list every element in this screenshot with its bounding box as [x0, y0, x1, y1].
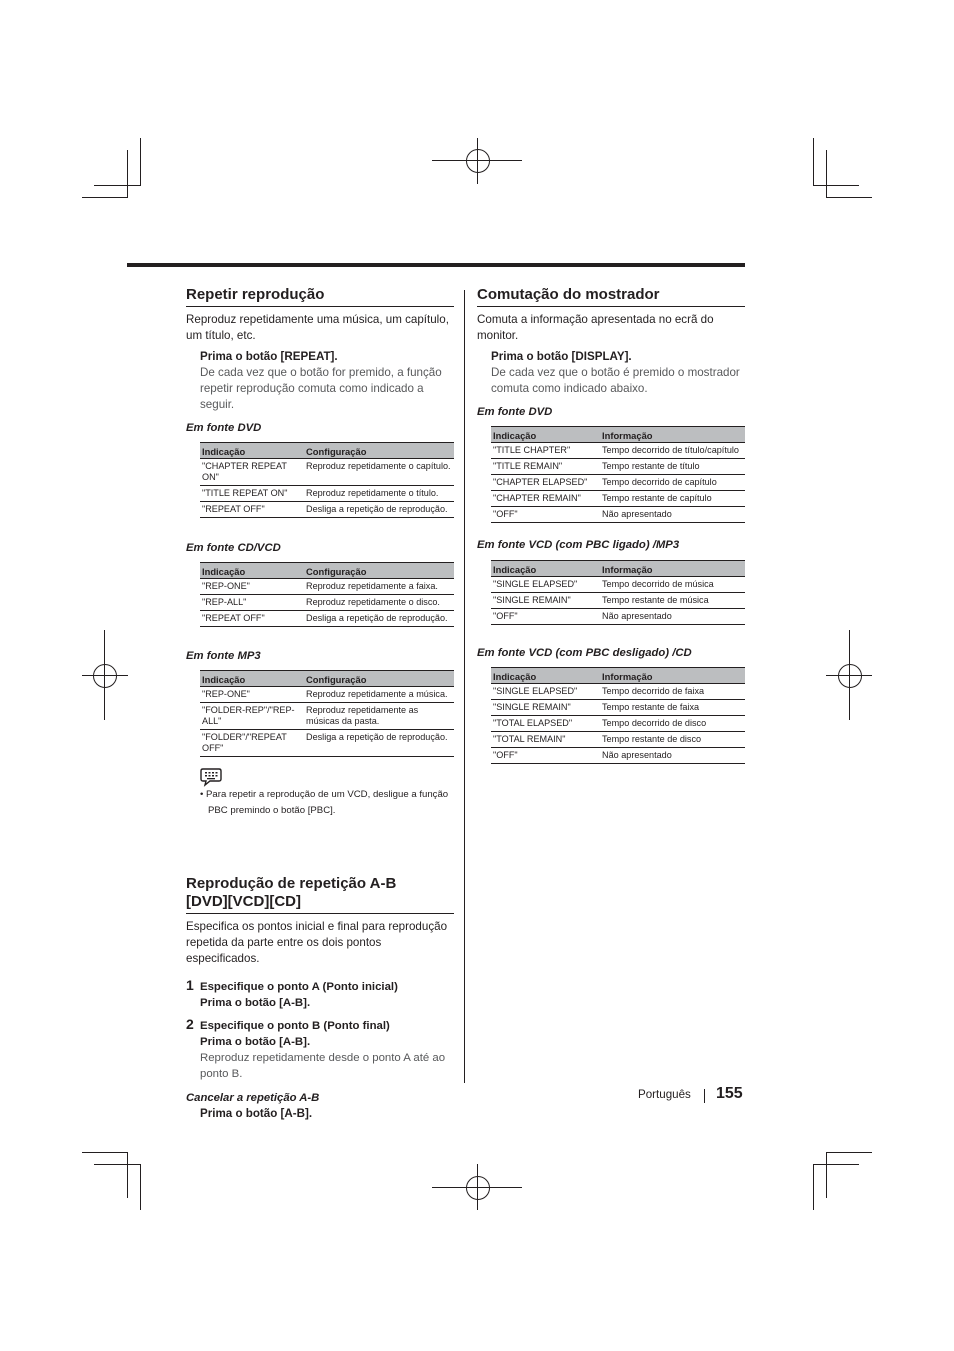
- table-row: [200, 687, 454, 703]
- table-cell: Reproduz repetidamente o título.: [304, 486, 454, 502]
- table-cell: Não apresentado: [600, 748, 745, 764]
- table-cell: "REPEAT OFF": [200, 611, 304, 627]
- table-cell: "FOLDER-REP"/"REP-ALL": [200, 703, 304, 730]
- repeat-intro: Reproduz repetidamente uma música, um capítulo, um título, etc.: [186, 313, 449, 342]
- step-2: [186, 1018, 454, 1082]
- col-header: Informação: [600, 668, 745, 684]
- table-row: [491, 609, 745, 625]
- step-press: Prima o botão [A-B].: [200, 1036, 311, 1048]
- table-cell: "TITLE REPEAT ON": [200, 486, 304, 502]
- repeat-title: Repetir reprodução: [186, 286, 454, 307]
- right-column: [477, 286, 745, 764]
- repeat-mp3-table: [200, 670, 454, 757]
- step-1: [186, 979, 454, 1011]
- table-cell: "REP-ONE": [200, 687, 304, 703]
- step-press: Prima o botão [A-B].: [200, 997, 311, 1009]
- display-desc: De cada vez que o botão é premido o mostrador comuta como indicado abaixo.: [491, 366, 740, 395]
- table-cell: Desliga a repetição de reprodução.: [304, 611, 454, 627]
- repeat-desc: De cada vez que o botão for premido, a função repetir reprodução comuta como indicado a seguir.: [200, 366, 442, 411]
- repeat-press: Prima o botão [REPEAT].: [200, 350, 338, 363]
- col-header: Indicação: [200, 443, 304, 459]
- table-row: [491, 748, 745, 764]
- display-title: Comutação do mostrador: [477, 286, 745, 307]
- table-cell: Tempo decorrido de música: [600, 577, 745, 593]
- step-title: Especifique o ponto A (Ponto inicial): [200, 981, 398, 993]
- table-row: [200, 703, 454, 730]
- col-header: Indicação: [491, 668, 600, 684]
- table-cell: "CHAPTER ELAPSED": [491, 475, 600, 491]
- repeat-cdvcd-table: [200, 562, 454, 627]
- repeat-mp3-label: Em fonte MP3: [186, 650, 261, 662]
- page-number: 155: [716, 1085, 743, 1102]
- repeat-cdvcd-label: Em fonte CD/VCD: [186, 542, 281, 554]
- table-row: [491, 507, 745, 523]
- table-cell: Desliga a repetição de reprodução.: [304, 730, 454, 757]
- table-cell: "TOTAL REMAIN": [491, 732, 600, 748]
- table-cell: Reproduz repetidamente a música.: [304, 687, 454, 703]
- table-cell: Tempo restante de faixa: [600, 700, 745, 716]
- table-cell: Reproduz repetidamente a faixa.: [304, 579, 454, 595]
- step-desc: Reproduz repetidamente desde o ponto A até ao ponto B.: [200, 1052, 446, 1080]
- table-cell: Tempo decorrido de título/capítulo: [600, 443, 745, 459]
- table-row: [200, 579, 454, 595]
- display-intro: Comuta a informação apresentada no ecrã do monitor.: [477, 313, 714, 342]
- repeat-dvd-label: Em fonte DVD: [186, 422, 262, 434]
- display-dvd-label: Em fonte DVD: [477, 406, 553, 418]
- table-cell: "SINGLE REMAIN": [491, 593, 600, 609]
- step-title: Especifique o ponto B (Ponto final): [200, 1020, 390, 1032]
- col-header: Informação: [600, 561, 745, 577]
- table-row: [200, 486, 454, 502]
- note-body: Para repetir a reprodução de um VCD, desligue a função PBC premindo o botão [PBC].: [206, 789, 449, 816]
- table-row: [491, 716, 745, 732]
- table-row: [200, 595, 454, 611]
- note-icon: [200, 767, 220, 785]
- display-vcd-off-table: [491, 667, 745, 764]
- col-header: Informação: [600, 427, 745, 443]
- table-row: [491, 475, 745, 491]
- ab-title-line1: Reprodução de repetição A-B: [186, 875, 397, 892]
- table-cell: "SINGLE ELAPSED": [491, 577, 600, 593]
- top-rule: [127, 263, 745, 267]
- display-vcd-off-label: Em fonte VCD (com PBC desligado) /CD: [477, 647, 692, 659]
- table-cell: Tempo restante de capítulo: [600, 491, 745, 507]
- step-number: 1: [186, 977, 194, 993]
- table-row: [491, 443, 745, 459]
- table-row: [491, 491, 745, 507]
- display-dvd-table: [491, 426, 745, 523]
- table-cell: "REPEAT OFF": [200, 502, 304, 518]
- ab-cancel-press: Prima o botão [A-B].: [200, 1107, 313, 1120]
- table-cell: "REP-ALL": [200, 595, 304, 611]
- col-header: Indicação: [200, 563, 304, 579]
- table-cell: "CHAPTER REMAIN": [491, 491, 600, 507]
- table-cell: "FOLDER"/"REPEAT OFF": [200, 730, 304, 757]
- display-press: Prima o botão [DISPLAY].: [491, 350, 632, 363]
- col-header: Configuração: [304, 443, 454, 459]
- table-cell: Não apresentado: [600, 507, 745, 523]
- table-cell: Reproduz repetidamente o capítulo.: [304, 459, 454, 486]
- table-cell: "SINGLE ELAPSED": [491, 684, 600, 700]
- col-header: Indicação: [491, 427, 600, 443]
- column-divider: [464, 290, 465, 1083]
- col-header: Configuração: [304, 671, 454, 687]
- note-text: • Para repetir a reprodução de um VCD, desligue a função PBC premindo o botão [PBC].: [200, 789, 449, 816]
- table-row: [491, 700, 745, 716]
- left-column: [186, 286, 454, 1122]
- table-cell: "TITLE CHAPTER": [491, 443, 600, 459]
- repeat-dvd-table: [200, 442, 454, 518]
- table-cell: "OFF": [491, 609, 600, 625]
- table-row: [491, 684, 745, 700]
- table-cell: "SINGLE REMAIN": [491, 700, 600, 716]
- display-vcd-on-table: [491, 560, 745, 625]
- table-cell: Tempo decorrido de faixa: [600, 684, 745, 700]
- table-cell: Tempo restante de título: [600, 459, 745, 475]
- table-cell: Reproduz repetidamente as músicas da pasta.: [304, 703, 454, 730]
- table-cell: "CHAPTER REPEAT ON": [200, 459, 304, 486]
- table-cell: "OFF": [491, 748, 600, 764]
- table-cell: Reproduz repetidamente o disco.: [304, 595, 454, 611]
- footer-language: Português: [638, 1088, 691, 1101]
- table-cell: "TITLE REMAIN": [491, 459, 600, 475]
- footer-separator: [704, 1089, 705, 1103]
- table-row: [200, 459, 454, 486]
- table-cell: Tempo restante de disco: [600, 732, 745, 748]
- ab-cancel-label: Cancelar a repetição A-B: [186, 1092, 320, 1104]
- display-vcd-on-label: Em fonte VCD (com PBC ligado) /MP3: [477, 539, 680, 551]
- table-row: [491, 732, 745, 748]
- step-number: 2: [186, 1016, 194, 1032]
- table-row: [491, 459, 745, 475]
- table-row: [200, 611, 454, 627]
- col-header: Configuração: [304, 563, 454, 579]
- table-cell: Desliga a repetição de reprodução.: [304, 502, 454, 518]
- col-header: Indicação: [200, 671, 304, 687]
- ab-title: [186, 875, 454, 914]
- table-row: [491, 577, 745, 593]
- ab-intro: Especifica os pontos inicial e final para reprodução repetida da parte entre os dois pontos especificados.: [186, 920, 448, 965]
- table-cell: "TOTAL ELAPSED": [491, 716, 600, 732]
- table-row: [200, 730, 454, 757]
- col-header: Indicação: [491, 561, 600, 577]
- ab-title-line2: [DVD][VCD][CD]: [186, 893, 301, 910]
- table-cell: "REP-ONE": [200, 579, 304, 595]
- table-row: [491, 593, 745, 609]
- table-cell: "OFF": [491, 507, 600, 523]
- table-cell: Não apresentado: [600, 609, 745, 625]
- table-cell: Tempo restante de música: [600, 593, 745, 609]
- table-row: [200, 502, 454, 518]
- table-cell: Tempo decorrido de disco: [600, 716, 745, 732]
- table-cell: Tempo decorrido de capítulo: [600, 475, 745, 491]
